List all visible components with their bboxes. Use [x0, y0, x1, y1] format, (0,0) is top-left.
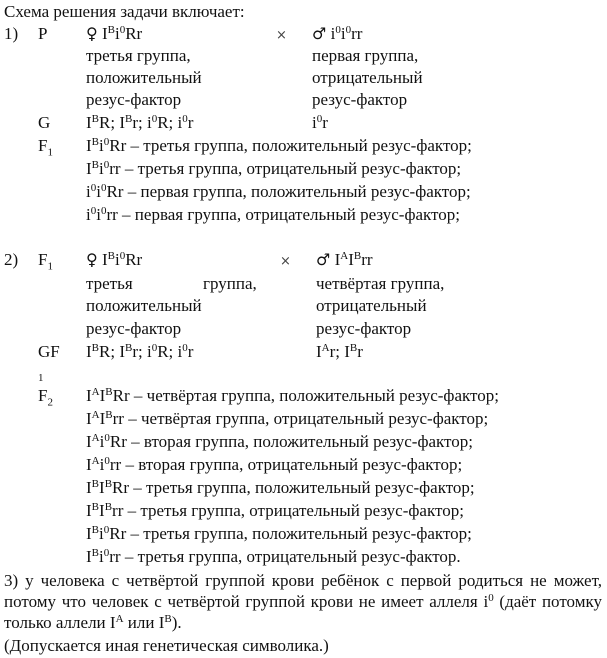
- step2-g-extra: 1: [38, 372, 44, 384]
- step2-male-desc-3: резус-фактор: [316, 319, 412, 338]
- step2-offspring-5: $I^BI^BRr$ – третья группа, положительный резус-фактор;: [86, 478, 475, 497]
- step2-offspring-7: $I^Bi^0Rr$ – третья группа, положительный резус-фактор;: [86, 524, 472, 543]
- female-symbol-icon: ♀: [86, 250, 98, 269]
- step2-male-genotype: ♂ $I^AI^Brr$: [316, 250, 373, 269]
- step2-male-desc-2: отрицательный: [316, 296, 427, 315]
- male-symbol-icon: ♂: [316, 250, 331, 269]
- step2-offspring-1: $I^AI^BRr$ – четвёртая группа, положительный резус-фактор;: [86, 386, 499, 405]
- step2-female-desc-2: положительный: [86, 296, 202, 315]
- step1-female-desc-3: резус-фактор: [86, 90, 182, 109]
- step2-f2-label: $F_2$: [38, 386, 53, 409]
- step2-male-desc-1: четвёртая группа,: [316, 274, 445, 293]
- footnote: (Допускается иная генетическая символика.): [4, 636, 329, 655]
- step1-p-label: P: [38, 24, 48, 43]
- female-symbol-icon: ♀: [86, 24, 98, 43]
- step1-male-desc-1: первая группа,: [312, 46, 419, 65]
- step1-gametes-female: $I^BR$; $I^Br$; $i^0R$; $i^0r$: [86, 113, 194, 132]
- cross-sign: ×: [280, 254, 291, 269]
- step2-number: 2): [4, 250, 19, 269]
- step1-female-desc-2: положительный: [86, 68, 202, 87]
- step2-p-label: $F_1$: [38, 250, 53, 273]
- step3-paragraph: 3) у человека с четвёртой группой крови ребёнок с первой родиться не может, потому что человек с четвёртой группой крови не имеет аллеля $i^0$ (даёт потомку только аллели $I^A$ или $I^B$).: [4, 571, 602, 632]
- male-symbol-icon: ♂: [312, 24, 327, 43]
- step2-female-desc-1a: третья: [86, 274, 133, 293]
- step1-f1-label: $F_1$: [38, 136, 53, 159]
- step2-gametes-male: $I^Ar$; $I^Br$: [316, 342, 363, 361]
- step1-offspring-2: $I^Bi^0rr$ – третья группа, отрицательный резус-фактор;: [86, 159, 462, 178]
- step1-male-genotype: ♂ $i^0i^0rr$: [312, 24, 363, 43]
- step2-gametes-female: $I^BR$; $I^Br$; $i^0R$; $i^0r$: [86, 342, 194, 361]
- step1-offspring-4: $i^0i^0rr$ – первая группа, отрицательный резус-фактор;: [86, 205, 460, 224]
- cross-sign: ×: [276, 28, 287, 43]
- step1-male-desc-2: отрицательный: [312, 68, 423, 87]
- step2-g-label: GF: [38, 342, 60, 361]
- step1-offspring-3: $i^0i^0Rr$ – первая группа, положительный резус-фактор;: [86, 182, 471, 201]
- step2-female-genotype: ♀ $I^Bi^0Rr$: [86, 250, 143, 269]
- step2-female-desc-1b: группа,: [203, 274, 257, 293]
- step1-number: 1): [4, 24, 19, 43]
- step1-offspring-1: $I^Bi^0Rr$ – третья группа, положительный резус-фактор;: [86, 136, 472, 155]
- step2-female-desc-3: резус-фактор: [86, 319, 182, 338]
- step2-offspring-8: $I^Bi^0rr$ – третья группа, отрицательный резус-фактор.: [86, 547, 461, 566]
- step2-offspring-2: $I^AI^Brr$ – четвёртая группа, отрицательный резус-фактор;: [86, 409, 489, 428]
- step2-offspring-6: $I^BI^Brr$ – третья группа, отрицательный резус-фактор;: [86, 501, 464, 520]
- heading: Схема решения задачи включает:: [4, 2, 245, 21]
- step1-gametes-male: $i^0r$: [312, 113, 328, 132]
- step2-offspring-3: $I^Ai^0Rr$ – вторая группа, положительный резус-фактор;: [86, 432, 473, 451]
- step2-offspring-4: $I^Ai^0rr$ – вторая группа, отрицательный резус-фактор;: [86, 455, 463, 474]
- step1-female-genotype: ♀ $I^Bi^0Rr$: [86, 24, 143, 43]
- step1-male-desc-3: резус-фактор: [312, 90, 408, 109]
- step1-g-label: G: [38, 113, 51, 132]
- step1-female-desc-1: третья группа,: [86, 46, 191, 65]
